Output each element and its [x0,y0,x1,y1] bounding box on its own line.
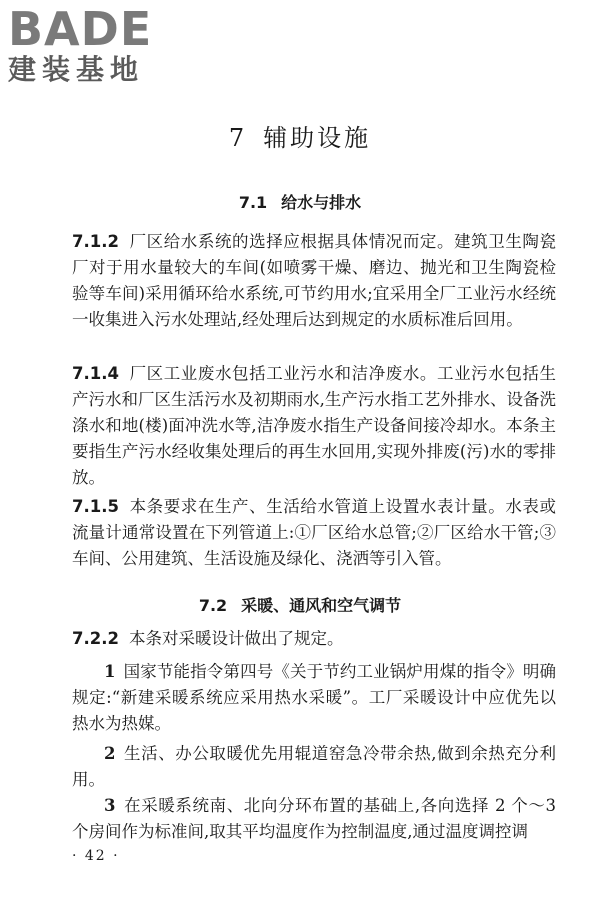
clause-7-2-2 [72,626,556,652]
clause-7-1-4 [72,361,556,491]
item-text: 生活、办公取暖优先用辊道窑急冷带余热,做到余热充分利用。 [72,744,556,789]
chapter-number: 7 [228,124,248,152]
clause-text: 本条要求在生产、生活给水管道上设置水表计量。水表或流量计通常设置在下列管道上:①厂区给水总管;②厂区给水干管;③车间、公用建筑、生活设施及绿化、浇洒等引入管。 [72,497,556,568]
logo [8,2,183,86]
list-item-1 [72,659,556,737]
list-item-2 [72,741,556,793]
clause-text: 厂区给水系统的选择应根据具体情况而定。建筑卫生陶瓷厂对于用水量较大的车间(如喷雾干燥、磨边、抛光和卫生陶瓷检验等车间)采用循环给水系统,可节约用水;宜采用全厂工业污水经统一收集进入污水处理站,经处理后达到规定的水质标准后回用。 [72,232,556,329]
clause-7-1-5 [72,494,556,572]
list-item-3 [72,793,556,845]
item-text: 在采暖系统南、北向分环布置的基础上,各向选择 2 个～3 个房间作为标准间,取其平均温度作为控制温度,通过温度调控调 [72,796,556,841]
item-number: 3 [104,796,116,815]
chapter-name: 辅助设施 [263,124,372,152]
logo-subtitle: 建装基地 [8,53,145,86]
section-heading-7-2 [0,593,600,616]
section-title: 采暖、通风和空气调节 [241,596,402,615]
chapter-title [0,118,600,153]
clause-number: 7.2.2 [72,629,119,648]
section-title: 给水与排水 [281,193,362,212]
clause-number: 7.1.5 [72,497,119,516]
clause-number: 7.1.4 [72,364,119,383]
clause-7-1-2 [72,229,556,333]
section-number: 7.1 [238,193,268,212]
item-number: 2 [104,744,116,763]
item-number: 1 [104,662,116,681]
logo-mark: BADE [8,2,153,56]
section-heading-7-1 [0,190,600,213]
clause-text: 厂区工业废水包括工业污水和洁净废水。工业污水包括生产污水和厂区生活污水及初期雨水,生产污水指工艺外排水、设备洗涤水和地(楼)面冲洗水等,洁净废水指生产设备间接冷却水。本条主要指生产污水经收集处理后的再生水回用,实现外排废(污)水的零排放。 [72,364,556,487]
clause-text: 本条对采暖设计做出了规定。 [128,629,344,648]
section-number: 7.2 [198,596,228,615]
item-text: 国家节能指令第四号《关于节约工业锅炉用煤的指令》明确规定:“新建采暖系统应采用热水采暖”。工厂采暖设计中应优先以热水为热媒。 [72,662,556,733]
clause-number: 7.1.2 [72,232,119,251]
page-number: · 42 · [72,848,120,864]
